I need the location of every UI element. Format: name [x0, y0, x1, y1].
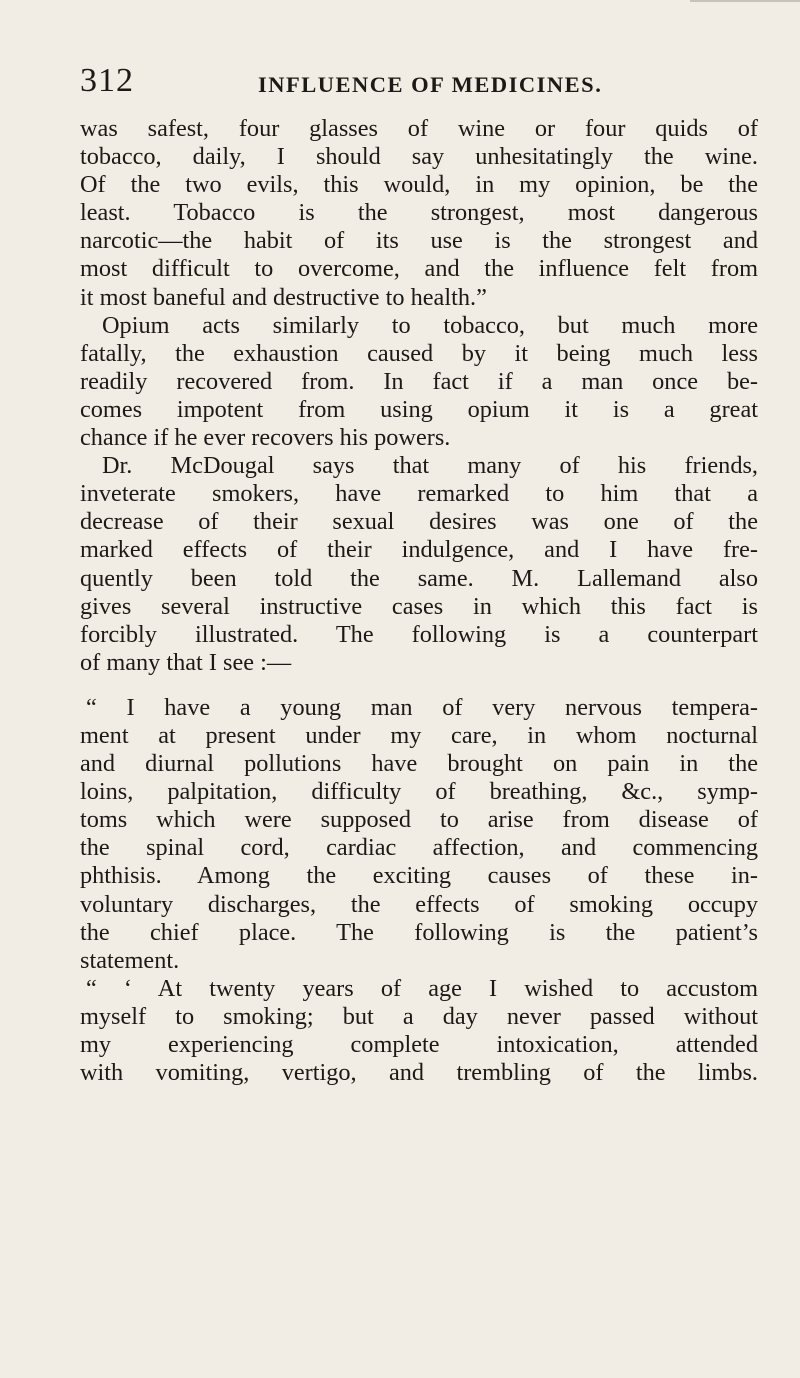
text-line: it most baneful and destructive to health.” [80, 283, 487, 311]
text-line: Opium acts similarly to tobacco, but much more [102, 311, 758, 339]
text-line: and diurnal pollutions have brought on pain in the [80, 750, 758, 778]
quotation-paragraph [80, 694, 758, 975]
text-line: decrease of their sexual desires was one of the [80, 508, 758, 536]
text-line: least. Tobacco is the strongest, most dangerous [80, 199, 758, 227]
text-line: readily recovered from. In fact if a man once be- [80, 367, 758, 395]
text-line: loins, palpitation, difficulty of breathing, &c., symp- [80, 778, 758, 806]
text-line: my experiencing complete intoxication, attended [80, 1031, 758, 1058]
text-line: voluntary discharges, the effects of smoking occupy [80, 890, 758, 918]
text-line: toms which were supposed to arise from disease of [80, 806, 758, 834]
text-line: narcotic—the habit of its use is the strongest and [80, 227, 758, 255]
text-line: quently been told the same. M. Lallemand also [80, 564, 758, 592]
running-head: INFLUENCE OF MEDICINES. [258, 72, 603, 97]
page-number: 312 [80, 62, 134, 99]
text-line: inveterate smokers, have remarked to him that a [80, 480, 758, 508]
paragraph [80, 312, 758, 452]
scan-edge-line [690, 0, 800, 2]
text-line: ment at present under my care, in whom nocturnal [80, 721, 758, 749]
paragraph [80, 452, 758, 677]
text-line: the chief place. The following is the patient’s [80, 918, 758, 946]
text-line: most difficult to overcome, and the influence felt from [80, 255, 758, 283]
text-line: was safest, four glasses of wine or four quids of [80, 115, 758, 142]
text-line: marked effects of their indulgence, and I have fre- [80, 536, 758, 564]
text-line: phthisis. Among the exciting causes of these in- [80, 862, 758, 890]
text-line: chance if he ever recovers his powers. [80, 424, 451, 452]
text-line: the spinal cord, cardiac affection, and commencing [80, 834, 758, 862]
text-line: forcibly illustrated. The following is a counterpart [80, 620, 758, 648]
text-line: Of the two evils, this would, in my opinion, be the [80, 171, 758, 199]
body-text [80, 115, 758, 1087]
text-line-content: tobacco, daily, I should say unhesitatingly the wine. [80, 143, 758, 171]
page-header [80, 62, 760, 106]
paragraph [80, 115, 758, 312]
text-line: statement. [80, 946, 180, 974]
text-line: fatally, the exhaustion caused by it being much less [80, 339, 758, 367]
text-line: myself to smoking; but a day never passed without [80, 1002, 758, 1030]
quotation-paragraph [80, 975, 758, 1087]
text-line: “ ‘ At twenty years of age I wished to accustom [86, 974, 758, 1002]
text-line: gives several instructive cases in which this fact is [80, 592, 758, 620]
text-line: with vomiting, vertigo, and trembling of the limbs. [80, 1059, 758, 1087]
text-line: “ I have a young man of very nervous tempera- [86, 693, 758, 721]
text-line: of many that I see :— [80, 648, 292, 676]
text-line: comes impotent from using opium it is a great [80, 395, 758, 423]
paragraph-gap [80, 677, 758, 694]
text-line: Dr. McDougal says that many of his friends, [102, 452, 758, 480]
text-line [80, 143, 758, 171]
